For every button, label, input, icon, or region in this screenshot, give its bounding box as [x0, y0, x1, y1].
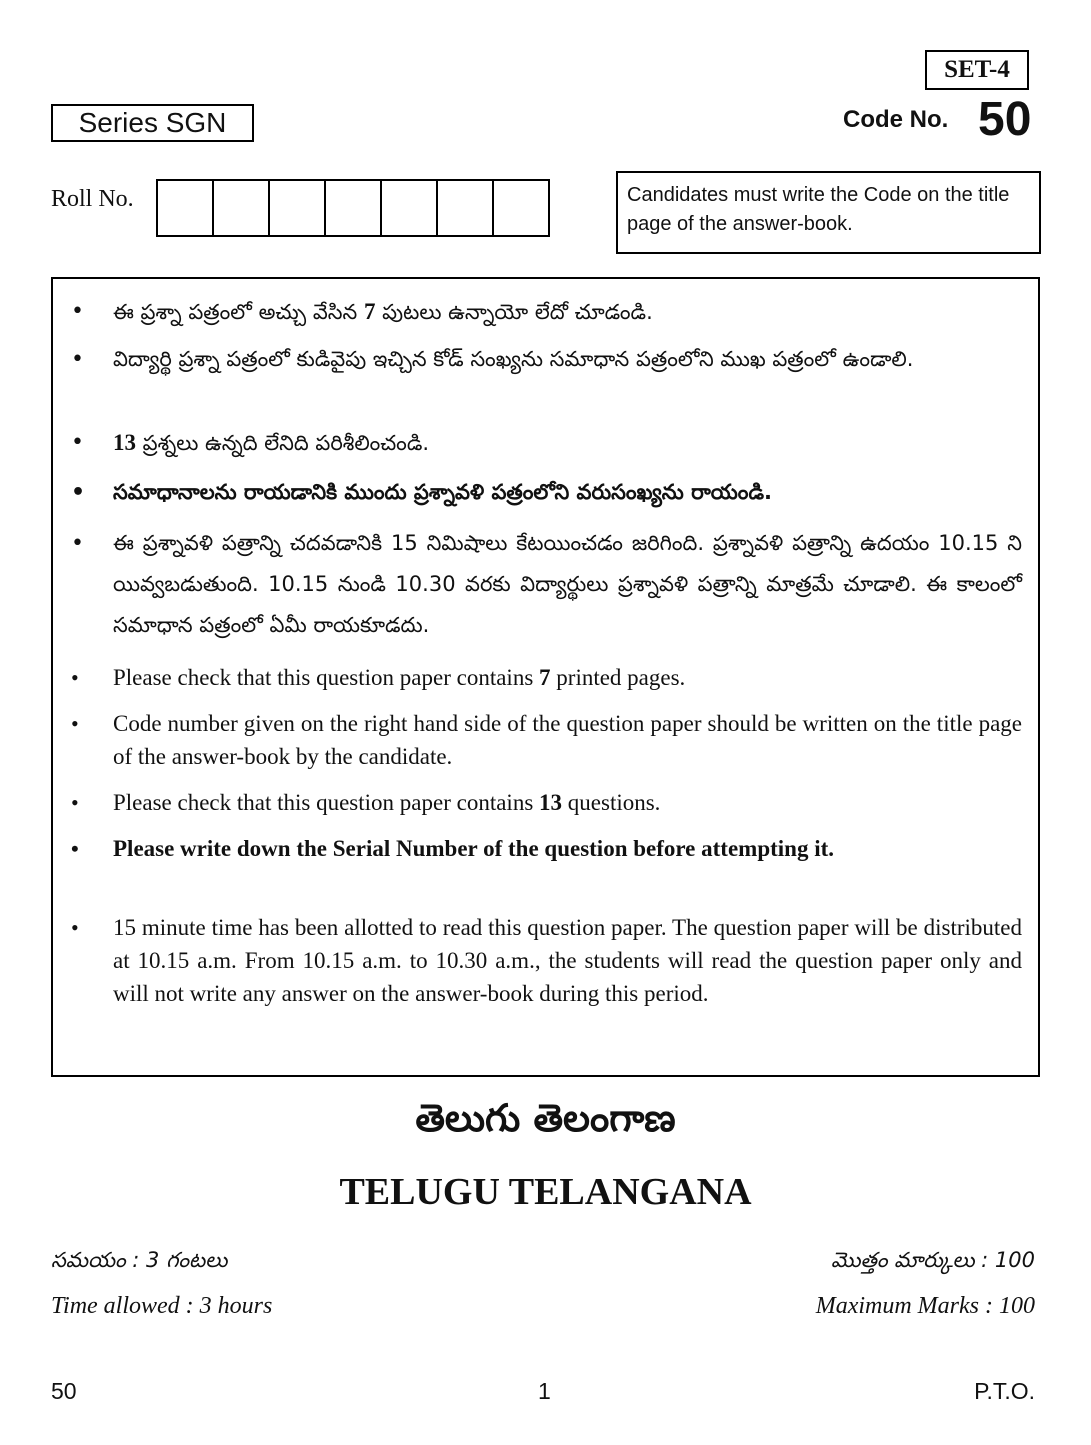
- instruction-text: Please check that this question paper contains: [113, 665, 540, 690]
- instruction-text: Please write down the Serial Number of the question before attempting it.: [113, 836, 835, 861]
- roll-cell[interactable]: [492, 181, 548, 235]
- bullet-icon: •: [71, 836, 79, 861]
- instruction-text: Please check that this question paper contains: [113, 790, 540, 815]
- instruction-te-5: [71, 523, 1022, 646]
- instruction-en-5: [71, 911, 1022, 1010]
- code-number: 50: [978, 93, 1032, 146]
- series-label: [51, 104, 254, 142]
- series-label-text: Series SGN: [78, 107, 227, 138]
- roll-cell[interactable]: [268, 181, 324, 235]
- roll-label: Roll No.: [51, 186, 134, 212]
- instruction-text: Code number given on the right hand side of the question paper should be written on the title page of the answer-book by the candidate.: [113, 711, 1022, 769]
- title-telugu: తెలుగు తెలంగాణ: [415, 1096, 676, 1140]
- time-english: Time allowed : 3 hours: [51, 1293, 273, 1319]
- instruction-text: printed pages.: [550, 665, 686, 690]
- instruction-text: విద్యార్థి ప్రశ్నా పత్రంలో కుడివైపు ఇచ్చిన కోడ్ సంఖ్యను సమాధాన పత్రంలోని ముఖ పత్రంలో ఉండాలి.: [113, 347, 914, 371]
- instruction-text: 15 minute time has been allotted to read this question paper. The question paper will be distributed at 10.15 a.m. From 10.15 a.m. to 10.30 a.m., the students will read the question paper only and will not write any answer on the answer-book during this period.: [113, 915, 1022, 1006]
- roll-cell[interactable]: [158, 181, 212, 235]
- footer-code: 50: [51, 1378, 77, 1404]
- code-label: Code No.: [843, 106, 949, 133]
- set-label: [925, 50, 1029, 90]
- instruction-text: ఈ ప్రశ్నా పత్రంలో అచ్చు వేసిన: [113, 300, 364, 324]
- bullet-icon: •: [71, 347, 84, 372]
- title-english: TELUGU TELANGANA: [339, 1171, 752, 1213]
- instruction-en-3: [71, 786, 1022, 819]
- instruction-bold: 7: [539, 665, 551, 690]
- instruction-bold: 13: [113, 430, 136, 455]
- bullet-icon: •: [71, 480, 86, 505]
- candidate-note: [616, 171, 1041, 254]
- bullet-icon: •: [71, 915, 79, 940]
- page-number: 1: [538, 1378, 551, 1404]
- instruction-en-4: [71, 832, 1022, 865]
- instruction-te-2: [71, 339, 1022, 380]
- bullet-icon: •: [71, 430, 84, 455]
- candidate-note-text: Candidates must write the Code on the title page of the answer-book.: [627, 184, 1010, 235]
- roll-number-grid: [156, 179, 550, 237]
- roll-cell[interactable]: [212, 181, 268, 235]
- instructions-box: [51, 277, 1040, 1077]
- bullet-icon: •: [71, 531, 84, 556]
- time-telugu: సమయం : 3 గంటలు: [51, 1248, 228, 1272]
- instruction-text: questions.: [562, 790, 661, 815]
- marks-telugu: మొత్తం మార్కులు : 100: [831, 1248, 1035, 1272]
- roll-cell[interactable]: [436, 181, 492, 235]
- pto-label: P.T.O.: [974, 1378, 1035, 1404]
- bullet-icon: •: [71, 790, 79, 815]
- set-label-text: SET-4: [944, 56, 1010, 83]
- bullet-icon: •: [71, 711, 79, 736]
- bullet-icon: •: [71, 665, 79, 690]
- instruction-bold: 7: [363, 299, 376, 324]
- instruction-en-2: [71, 707, 1022, 773]
- marks-english: Maximum Marks : 100: [815, 1293, 1035, 1319]
- instruction-bold: 13: [539, 790, 563, 815]
- instruction-te-4: [71, 472, 1022, 513]
- instruction-en-1: [71, 661, 1022, 694]
- instruction-te-3: [71, 422, 1022, 464]
- instruction-text: పుటలు ఉన్నాయో లేదో చూడండి.: [375, 300, 653, 324]
- bullet-icon: •: [71, 299, 84, 324]
- instruction-text: సమాధానాలను రాయడానికి ముందు ప్రశ్నావళి పత్రంలోని వరుసంఖ్యను రాయండి.: [113, 480, 772, 504]
- instruction-text: ఈ ప్రశ్నావళి పత్రాన్ని చదవడానికి 15 నిమిషాలు కేటయించడం జరిగింది. ప్రశ్నావళి పత్రాన్ని ఉదయం 10.15 ని యివ్వబడుతుంది. 10.15 నుండి 10.30 వరకు విద్యార్థులు ప్రశ్నావళి పత్రాన్ని మాత్రమే చూడాలి. ఈ కాలంలో సమాధాన పత్రంలో ఏమీ రాయకూడదు.: [113, 531, 1022, 637]
- instruction-te-1: [71, 291, 1022, 333]
- instruction-text: ప్రశ్నలు ఉన్నది లేనిది పరిశీలించండి.: [136, 431, 430, 455]
- roll-cell[interactable]: [380, 181, 436, 235]
- roll-cell[interactable]: [324, 181, 380, 235]
